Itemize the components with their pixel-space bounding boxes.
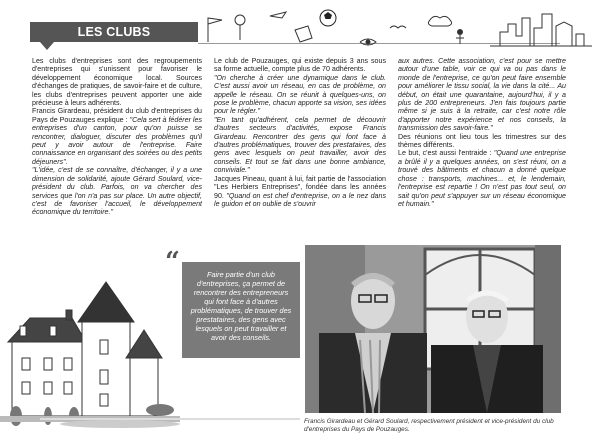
- quote-text: "Quand on est chef d'entreprise, on a le nez dans le guidon et on oublie de s'ouvrir: [214, 191, 386, 208]
- article-column-3: [398, 57, 566, 208]
- quote-paragraph: aux autres. Cette association, c'est pour se mettre autour d'une table, voir ce qui va ou pas dans le monde de l'entreprise, ce qu'on peut faire ensemble pour améliorer le tissu social, la vie dans la cité... Au début, on était une quarantaine, aujourd'hui, il y a plus de 200 entrepreneurs. J'en fais toujours partie même si je suis à la retraite, car c'est notre rôle d'apporter notre expérience et nos conseils, la transmission des savoir-faire.": [398, 57, 566, 133]
- paragraph-lead: Jacques Pineau, quant à lui, fait partie de l'association "Les Herbiers Entreprises", fondée dans les années 90.: [214, 174, 386, 200]
- quote-mark-icon: “: [165, 247, 180, 277]
- quote-text: "Quand une entreprise a brûlé il y a quelques années, on s'est réuni, on a trouvé des bâtiments et chacun a donné quelque chose : transports, machines... et, le lendemain, l'entreprise est repartie ! On n'est pas tout seul, on sait qu'on peut s'appuyer sur un réseau économique et humain.": [398, 149, 566, 208]
- paragraph: Des réunions ont lieu tous les trimestres sur des thèmes différents.: [398, 132, 566, 150]
- paragraph: Le club de Pouzauges, qui existe depuis 3 ans sous sa forme actuelle, compte plus de 70 adhérents.: [214, 57, 386, 74]
- ground-shadow: [40, 418, 300, 420]
- paragraph: [214, 175, 386, 209]
- paragraph-lead: Francis Girardeau, président du club d'entreprises du Pays de Pouzauges explique :: [32, 107, 202, 124]
- paragraph-lead: Le but, c'est aussi l'entraide :: [398, 149, 492, 158]
- quote-paragraph: "On cherche à créer une dynamique dans le club. C'est aussi avoir un réseau, en cas de problème, on appelle le réseau. On se réunit à quelques-uns, on pose le problème, chacun apporte sa vision, ses idées pour le régler.": [214, 73, 386, 116]
- paragraph: [398, 149, 566, 208]
- castle-illustration: [0, 270, 180, 430]
- paragraph: Les clubs d'entreprises sont des regroupements d'entreprises qui s'unissent pour favoriser le développement économique local. Sources d'échanges de pratiques, de savoir-faire et de culture, les clubs d'entreprises peuvent apporter une aide précieuse à leurs adhérents.: [32, 57, 202, 108]
- pull-quote-text: Faire partie d'un club d'entreprises, ça permet de rencontrer des entrepreneurs qui font face à d'autres problématiques, de trouver des prestataires, des gens avec lesquels on peut travailler et avoir des conseils.: [190, 270, 292, 342]
- section-title-banner: [30, 22, 198, 59]
- pull-quote-box: [182, 262, 300, 358]
- header-doodles-illustration: [200, 6, 595, 48]
- quote-paragraph: "L'idée, c'est de se connaître, d'échanger, il y a une dimension de solidarité, ajoute Gérard Soulard, vice-président du club. Parfois, on va chercher des services que l'on n'a pas sur place. Un autre objectif, c'est de favoriser l'accueil, le développement économique du territoire.": [32, 166, 202, 217]
- paragraph: [32, 107, 202, 166]
- section-title: LES CLUBS D'ENTREPRISES: [62, 25, 166, 59]
- quote-text: "Cela sert à fédérer les entreprises d'un canton, pour qu'on puisse se rencontrer, dialoguer, discuter des problèmes qu'il peut y avoir autour de l'entreprise. Faire connaissance en organisant des soirées ou des petits déjeuners".: [32, 115, 203, 166]
- quote-paragraph: "En tant qu'adhérent, cela permet de découvrir d'autres secteurs d'activités, expose Francis Girardeau. Rencontrer des gens qui font face à d'autres problématiques, trouver des prestataires, des gens avec lesquels on peut travailler, avoir des conseils. Et tout se fait dans une bonne ambiance, conviviale.": [214, 115, 386, 175]
- photo-two-men: [305, 245, 561, 413]
- photo-caption: Francis Girardeau et Gérard Soulard, respectivement président et vice-président du club d'entreprises du Pays de Pouzauges.: [304, 418, 554, 433]
- article-column-1: [32, 57, 202, 217]
- photo-illustration: [305, 245, 561, 413]
- article-column-2: [214, 57, 386, 208]
